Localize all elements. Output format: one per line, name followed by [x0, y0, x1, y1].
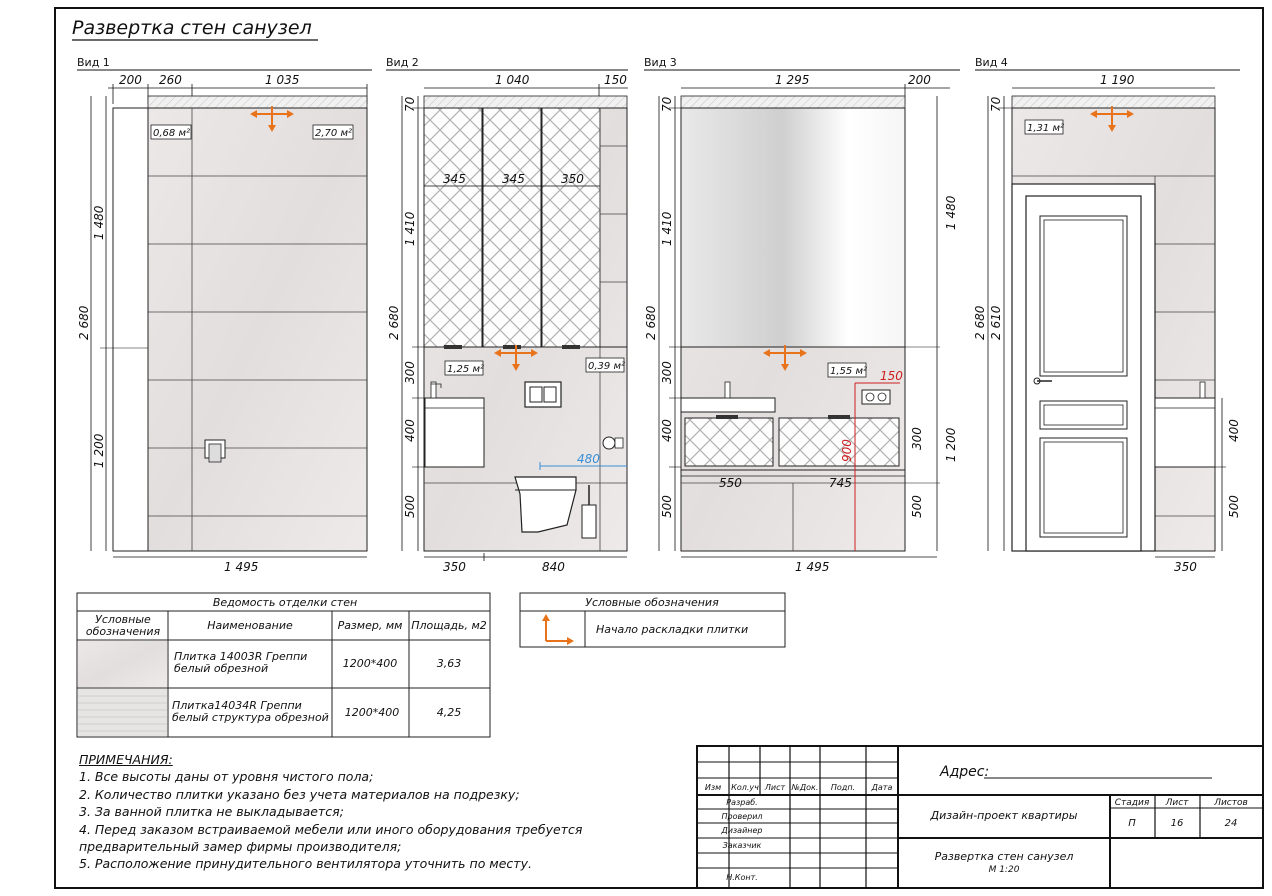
v3-dim-2680: 2 680: [644, 305, 658, 340]
v3-mirror: [681, 108, 905, 347]
tb-role-zakazchik: Заказчик: [722, 841, 762, 850]
finish-header-area: Площадь, м2: [411, 619, 487, 632]
v3-cabinet-right: [779, 418, 899, 466]
v2-herringbone-1: [424, 108, 482, 347]
v4-dim-70: 70: [989, 96, 1003, 112]
finish-header-name: Наименование: [207, 619, 293, 632]
v2-dim-70: 70: [403, 96, 417, 112]
finish-row-1-name-2: белый обрезной: [174, 662, 269, 675]
v3-dim-1200: 1 200: [944, 427, 958, 462]
v1-dim-260: 260: [159, 73, 182, 87]
v3-vanity: [681, 398, 775, 412]
view-2-label: Вид 2: [386, 56, 419, 69]
legend-item: Начало раскладки плитки: [596, 623, 749, 636]
v1-dim-200: 200: [119, 73, 142, 87]
v1-area-a: 0,68 м²: [153, 128, 190, 139]
legend-title: Условные обозначения: [585, 596, 719, 609]
v2-wall-hatch: [424, 96, 627, 108]
v4-area-a: 1,31 м²: [1027, 123, 1064, 134]
title-block: [697, 746, 1263, 888]
v4-wall-hatch: [1012, 96, 1215, 108]
v4-dim-500: 500: [1227, 495, 1241, 518]
v3-wall-hatch: [681, 96, 905, 108]
v3-dim-300r: 300: [910, 427, 924, 450]
v3-dim-300: 300: [660, 361, 674, 384]
v1-dim-2680: 2 680: [77, 305, 91, 340]
v3-dim-1295: 1 295: [775, 73, 810, 87]
v3-dim-1495: 1 495: [795, 560, 830, 574]
v3-cabinet-left: [685, 418, 773, 466]
view-2: [386, 56, 628, 574]
v2-dim-350: 350: [561, 172, 584, 186]
v2-area-b: 0,39 м²: [588, 361, 625, 372]
v3-area-a: 1,55 м²: [830, 366, 867, 377]
v3-dim-70: 70: [660, 96, 674, 112]
v3-dim-900-red: 900: [840, 439, 854, 462]
v2-dim-840: 840: [542, 560, 565, 574]
v4-dim-400: 400: [1227, 419, 1241, 442]
v2-dim-1040: 1 040: [495, 73, 530, 87]
v1-dim-1035: 1 035: [265, 73, 300, 87]
v1-area-b: 2,70 м²: [315, 128, 352, 139]
note-1: 1. Все высоты даны от уровня чистого пола;: [79, 769, 374, 785]
v2-wc: [515, 477, 576, 532]
tb-role-razrab: Разраб.: [726, 798, 758, 807]
tb-stage-header: Стадия: [1114, 798, 1150, 808]
tb-sheets: 24: [1224, 818, 1238, 829]
tb-address-label: Адрес:: [940, 764, 990, 780]
tb-col-data: Дата: [871, 783, 893, 792]
finish-header-size: Размер, мм: [337, 619, 403, 632]
v2-herringbone-2: [483, 108, 541, 347]
tb-col-ndok: №Док.: [791, 783, 819, 792]
tb-role-nkont: Н.Конт.: [726, 873, 758, 882]
note-2: 2. Количество плитки указано без учета материалов на подрезку;: [79, 786, 520, 802]
v4-dim-1190: 1 190: [1100, 73, 1135, 87]
finish-row-1-area: 3,63: [436, 657, 462, 670]
v2-dim-345a: 345: [443, 172, 466, 186]
v2-dim-500: 500: [403, 495, 417, 518]
view-3: [644, 56, 960, 574]
tb-role-proveril: Проверил: [721, 812, 763, 821]
v1-wall-tiles: [148, 108, 367, 551]
v3-dim-150-red: 150: [880, 369, 903, 383]
finish-table: [77, 593, 490, 737]
finish-row-2-size: 1200*400: [344, 706, 400, 719]
finish-row-2-name-1: Плитка14034R Греппи: [172, 699, 302, 712]
note-3: 3. За ванной плитка не выкладывается;: [79, 804, 344, 820]
finish-row-2-name-2: белый структура обрезной: [172, 711, 329, 724]
notes-block: [79, 751, 679, 873]
finish-row-2-area: 4,25: [436, 706, 462, 719]
tb-role-designer: Дизайнер: [721, 826, 763, 835]
tb-col-podp: Подп.: [830, 783, 856, 792]
v3-dim-400: 400: [660, 419, 674, 442]
tb-sheet-header: Лист: [1165, 798, 1189, 808]
v1-dim-1200: 1 200: [92, 433, 106, 468]
v1-wall-hatch: [148, 96, 367, 108]
v1-dim-1480: 1 480: [92, 205, 106, 240]
tb-drawing-title: Развертка стен санузел: [934, 850, 1074, 863]
note-4-cont: предварительный замер фирмы производителя;: [79, 839, 402, 855]
tb-sheet: 16: [1170, 818, 1184, 829]
view-4: [973, 56, 1241, 574]
v3-dim-1480: 1 480: [944, 195, 958, 230]
v3-dim-1410: 1 410: [660, 211, 674, 246]
finish-header-symbol-1: Условные: [95, 613, 151, 626]
sheet-title: Развертка стен санузел: [72, 17, 312, 39]
tb-stage: П: [1128, 818, 1136, 829]
finish-table-title: Ведомость отделки стен: [212, 596, 358, 609]
view-1: [77, 56, 372, 574]
v3-dim-550: 550: [719, 476, 742, 490]
view-4-label: Вид 4: [975, 56, 1008, 69]
v2-dim-150: 150: [604, 73, 627, 87]
v4-dim-2610: 2 610: [989, 305, 1003, 340]
view-3-label: Вид 3: [644, 56, 677, 69]
finish-row-1-name-1: Плитка 14003R Греппи: [174, 650, 308, 663]
tb-project: Дизайн-проект квартиры: [930, 809, 1078, 822]
v2-herringbone-3: [542, 108, 600, 347]
tb-col-koluch: Кол.уч: [731, 783, 759, 792]
v2-dim-400: 400: [403, 419, 417, 442]
view-1-label: Вид 1: [77, 56, 110, 69]
v3-dim-500r: 500: [910, 495, 924, 518]
tb-scale: М 1:20: [988, 865, 1020, 875]
finish-row-1-size: 1200*400: [342, 657, 398, 670]
v4-dim-2680: 2 680: [973, 305, 987, 340]
v3-dim-500: 500: [660, 495, 674, 518]
v4-dim-350: 350: [1174, 560, 1197, 574]
note-5: 5. Расположение принудительного вентилятора уточнить по месту.: [79, 856, 532, 872]
tb-sheets-header: Листов: [1214, 798, 1248, 808]
note-4: 4. Перед заказом встраиваемой мебели или иного оборудования требуется: [79, 821, 583, 837]
v2-dim-345b: 345: [502, 172, 525, 186]
v2-dim-350b: 350: [443, 560, 466, 574]
legend-table: [520, 593, 785, 647]
tb-col-list: Лист: [764, 783, 786, 792]
v3-dim-200: 200: [908, 73, 931, 87]
v1-dim-1495: 1 495: [224, 560, 259, 574]
notes-heading: ПРИМЕЧАНИЯ:: [79, 752, 173, 767]
v3-dim-745: 745: [829, 476, 852, 490]
v2-dim-300: 300: [403, 361, 417, 384]
tb-col-izm: Изм: [704, 783, 722, 792]
finish-swatch-1: [78, 641, 167, 687]
v2-dim-1410: 1 410: [403, 211, 417, 246]
v2-area-a: 1,25 м²: [447, 364, 484, 375]
finish-header-symbol-2: обозначения: [85, 625, 161, 638]
legend-start-icon: [542, 614, 574, 645]
v2-dim-480: 480: [577, 452, 600, 466]
v2-dim-2680: 2 680: [387, 305, 401, 340]
